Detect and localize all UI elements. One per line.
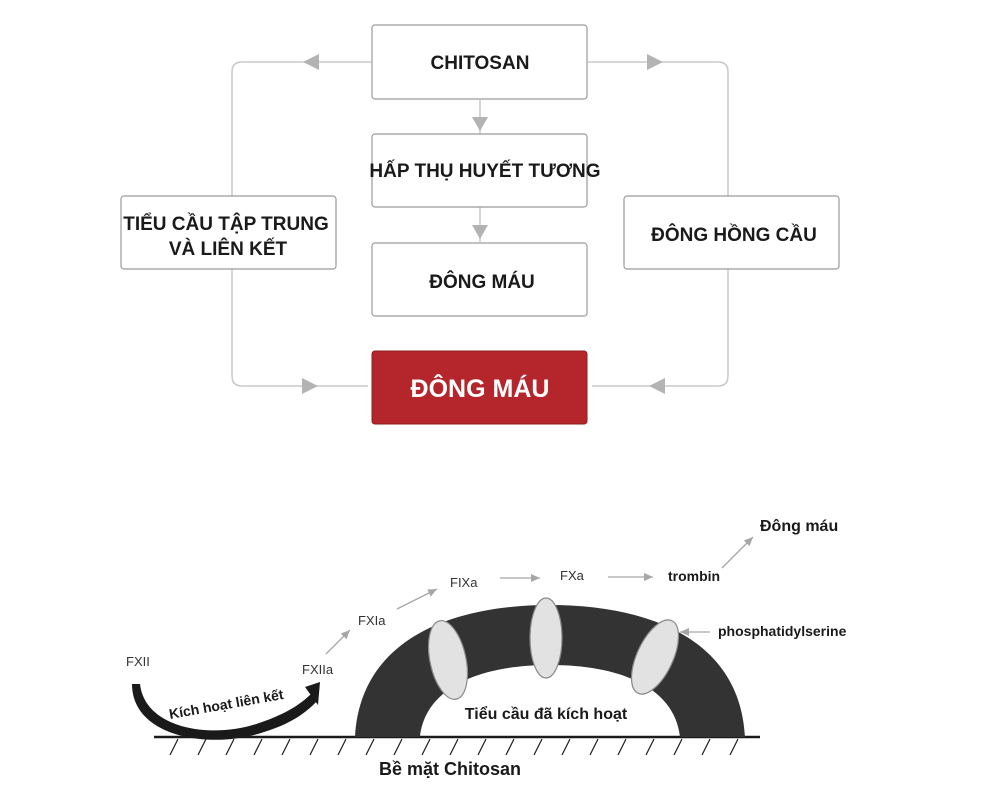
- fxii-label: FXII: [126, 654, 150, 669]
- coagulation-label: Đông máu: [760, 518, 839, 535]
- activated-platelet-label: Tiểu cầu đã kích hoạt: [464, 706, 628, 723]
- arrow-down-2-icon: [472, 225, 488, 239]
- phosphatidylserine-receptor-2: [530, 598, 562, 678]
- box-platelet-line2: VÀ LIÊN KẾT: [168, 239, 288, 260]
- surface-hatching: [154, 737, 760, 755]
- box-rbc-label: ĐÔNG HỒNG CẦU: [651, 225, 817, 246]
- box-platelet-line1: TIỂU CẦU TẬP TRUNG: [123, 214, 329, 235]
- fxiia-label: FXIIa: [302, 662, 334, 677]
- thrombin-label: trombin: [668, 568, 721, 584]
- surface-label: Bề mặt Chitosan: [378, 759, 522, 779]
- box-plasma-absorption-label: HẤP THỤ HUYẾT TƯƠNG: [369, 161, 601, 182]
- arrow-right-top-icon: [647, 54, 663, 70]
- box-chitosan: [372, 25, 587, 99]
- fxa-label: FXa: [560, 568, 584, 583]
- box-platelet-aggregation: [121, 196, 336, 269]
- box-rbc-aggregation: [624, 196, 839, 269]
- arrow-down-1-icon: [472, 117, 488, 131]
- arrow-left-top-icon: [303, 54, 319, 70]
- box-chitosan-label: CHITOSAN: [430, 53, 530, 74]
- arrow-left-bottom-icon: [649, 378, 665, 394]
- fxia-label: FXIa: [358, 613, 386, 628]
- arrow-right-bottom-icon: [302, 378, 318, 394]
- box-result-label: ĐÔNG MÁU: [410, 375, 550, 403]
- fixa-label: FIXa: [450, 575, 478, 590]
- box-plasma-absorption: [369, 134, 600, 207]
- box-coagulation-inner-label: ĐÔNG MÁU: [429, 272, 535, 293]
- box-result: [372, 351, 587, 424]
- phosphatidylserine-label: phosphatidylserine: [718, 623, 847, 639]
- box-coagulation-inner: [372, 243, 587, 316]
- contact-activation-label: Kích hoạt liên kết: [167, 686, 285, 722]
